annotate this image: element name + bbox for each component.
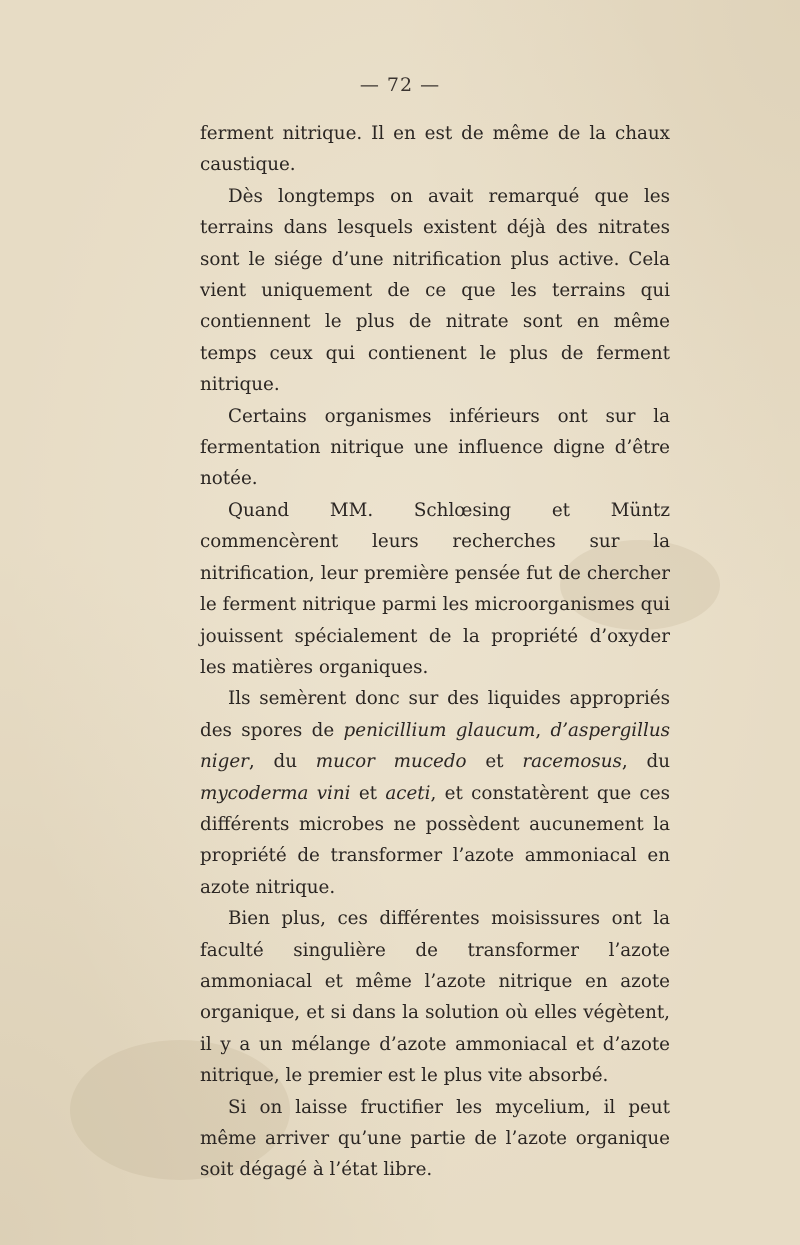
species-name: mycoderma vini [200,782,351,804]
paragraph-2: Dès longtemps on avait remarqué que les terrains dans lesquels existent déjà des nitrates sont le siége d’une nitrification plus active. Cela vient uniquement de ce que les terrains qui contiennent le plus de nitrate sont en même temps ceux qui contienent le plus de ferment nitrique. [200,185,670,396]
paragraph-6: Bien plus, ces différentes moisissures ont la faculté singulière de transformer l’azote ammoniacal et même l’azote nitrique en azote organique, et si dans la solution où elles végètent, il y a un mélange d’azote ammoniacal et d’azote nitrique, le premier est le plus vite absorbé. [200,908,670,1087]
species-name: mucor mucedo [315,751,467,773]
paragraph-4: Quand MM. Schlœsing et Müntz commencèrent leurs recherches sur la nitrification, leur première pensée fut de chercher le ferment nitrique parmi les microorganismes qui jouissent spécialement de la propriété d’oxyder les matières organiques. [200,499,670,678]
species-name: penicillium glaucum [343,719,536,741]
paragraph-1: ferment nitrique. Il en est de même de la chaux caustique. [200,123,670,176]
species-name: aceti [385,782,431,804]
paragraph-5-text: et [466,751,523,773]
paragraph-5-text: , du [621,751,670,773]
page-number: — 72 — [359,74,441,96]
paragraph-7: Si on laisse fructifier les mycelium, il peut même arriver qu’une partie de l’azote organique soit dégagé à l’état libre. [200,1096,670,1181]
paragraph-5-text: Ils semèrent donc sur des liquides appropriés des spores de [200,688,670,741]
paragraph-5-text: , [535,719,551,741]
species-name: d’aspergillus niger [200,719,670,773]
paragraph-3: Certains organismes inférieurs ont sur la fermentation nitrique une influence digne d’être notée. [200,405,670,490]
paragraph-5-text: , du [248,751,316,773]
paragraph-5 [200,683,670,903]
paragraph-5-text: , et constatèrent que ces différents microbes ne possèdent aucunement la propriété de transformer l’azote ammoniacal en azote nitrique. [200,782,670,898]
body-text [200,118,670,1186]
paragraph-5-text: et [350,782,386,804]
species-name: racemosus [522,751,622,773]
